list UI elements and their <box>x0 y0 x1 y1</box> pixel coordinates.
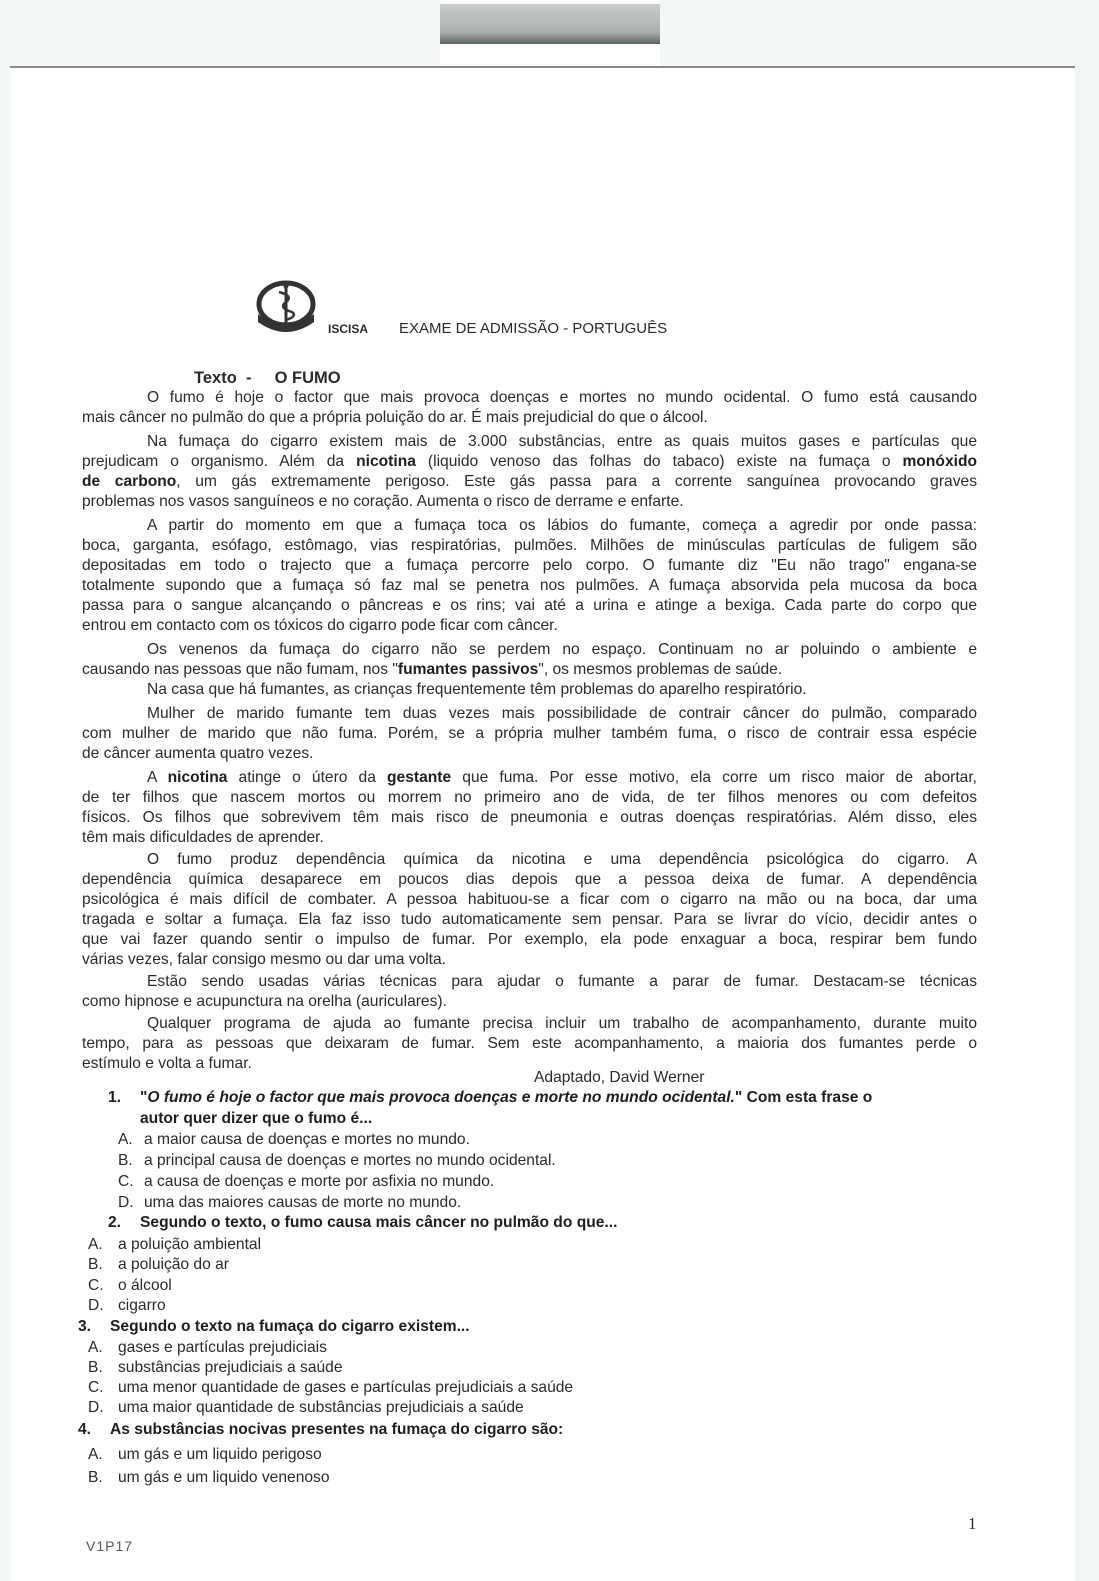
option-text: a principal causa de doenças e mortes no mundo ocidental. <box>144 1152 556 1169</box>
answer-option <box>118 1151 556 1171</box>
option-letter: A. <box>88 1339 103 1356</box>
question-prompt: Com esta frase o <box>742 1089 873 1106</box>
bold-term: gestante <box>387 769 452 786</box>
passage-line: entrou em contacto com os tóxicos do cigarro pode ficar com câncer. <box>82 617 558 634</box>
bold-term: nicotina <box>356 453 416 470</box>
question-prompt: As substâncias nocivas presentes na fumaça do cigarro são: <box>110 1421 564 1438</box>
passage-line: dependência química desaparece em poucos dias depois que a pessoa deixa de fumar. A dependência <box>82 871 977 888</box>
answer-option <box>88 1358 343 1378</box>
passage-line: Mulher de marido fumante tem duas vezes mais possibilidade de contrair câncer do pulmão, comparado <box>147 705 977 722</box>
option-text: gases e partículas prejudiciais <box>118 1339 327 1356</box>
text-segment: que fuma. Por esse motivo, ela corre um risco maior de abortar, <box>451 769 977 786</box>
bold-term: de carbono <box>82 473 177 490</box>
option-text: um gás e um liquido perigoso <box>118 1446 322 1463</box>
question-2-prompt <box>108 1213 617 1233</box>
option-letter: D. <box>88 1399 104 1416</box>
passage-line: físicos. Os filhos que sobrevivem têm mais risco de pneumonia e outras doenças respiratórias. Além disso, eles <box>82 809 977 826</box>
title-prefix: Texto - <box>194 369 252 387</box>
question-number: 4. <box>78 1421 92 1438</box>
question-number: 3. <box>78 1318 92 1335</box>
clip-shadow <box>440 4 660 44</box>
quote-mark: " <box>140 1089 148 1106</box>
answer-option <box>88 1398 524 1418</box>
passage-line: psicológica é mais difícil de combater. A pessoa habituou-se a ficar com o cigarro na mão ou na boca, dar uma <box>82 891 977 908</box>
text-segment: causando nas pessoas que não fumam, nos " <box>82 661 398 678</box>
answer-option <box>88 1338 327 1358</box>
option-letter: D. <box>118 1194 134 1211</box>
option-letter: D. <box>88 1297 104 1314</box>
option-letter: A. <box>88 1446 103 1463</box>
option-letter: C. <box>88 1277 104 1294</box>
answer-option <box>88 1445 322 1465</box>
passage-line: Na casa que há fumantes, as crianças frequentemente têm problemas do aparelho respiratório. <box>147 681 807 698</box>
option-text: cigarro <box>118 1297 166 1314</box>
passage-line: mais câncer no pulmão do que a própria poluição do ar. É mais prejudicial do que o álcool. <box>82 409 708 426</box>
option-text: a poluição do ar <box>118 1256 229 1273</box>
option-letter: B. <box>88 1359 103 1376</box>
option-letter: C. <box>88 1379 104 1396</box>
question-number: 1. <box>108 1089 122 1106</box>
scanner-clip <box>440 0 660 66</box>
passage-line: O fumo é hoje o factor que mais provoca doenças e mortes no mundo ocidental. O fumo está causando <box>147 389 977 406</box>
text-segment: atinge o útero da <box>227 769 387 786</box>
option-text: uma maior quantidade de substâncias prejudiciais a saúde <box>118 1399 524 1416</box>
bold-term: fumantes passivos <box>397 661 539 678</box>
passage-line: que vai fazer quando sentir o impulso de fumar. Por exemplo, ela pode enxaguar a boca, respirar bem fundo <box>82 931 977 948</box>
passage-line <box>82 452 977 472</box>
passage-line <box>147 768 977 788</box>
answer-option <box>88 1276 172 1296</box>
passage-line: tempo, para as pessoas que deixaram de fumar. Sem este acompanhamento, a maioria dos fumantes perde o <box>82 1035 977 1052</box>
passage-line: com mulher de marido que não fuma. Porém, se a própria mulher também fuma, o risco de contrair essa espécie <box>82 725 977 742</box>
passage-line: depositadas em todo o trajecto que a fumaça percorre pelo corpo. O fumante diz "Eu não trago" engana-se <box>82 557 977 574</box>
option-letter: B. <box>88 1256 103 1273</box>
passage-line: Estão sendo usadas várias técnicas para ajudar o fumante a parar de fumar. Destacam-se técnicas <box>147 973 977 990</box>
answer-option <box>88 1378 573 1398</box>
passage-line <box>82 660 782 680</box>
option-text: a poluição ambiental <box>118 1236 262 1253</box>
answer-option <box>88 1235 261 1255</box>
passage-line: têm mais dificuldades de aprender. <box>82 829 324 846</box>
text-title <box>194 369 341 388</box>
question-prompt: Segundo o texto, o fumo causa mais câncer no pulmão do que... <box>140 1214 618 1231</box>
passage-line: estímulo e volta a fumar. <box>82 1055 252 1072</box>
option-text: uma menor quantidade de gases e partículas prejudiciais a saúde <box>118 1379 574 1396</box>
source-attribution: Adaptado, David Werner <box>534 1069 705 1086</box>
question-1-prompt <box>108 1088 872 1108</box>
answer-option <box>118 1130 470 1150</box>
institution-name: ISCISA <box>328 322 369 336</box>
answer-option <box>88 1296 166 1316</box>
text-segment: ", os mesmos problemas de saúde. <box>538 661 783 678</box>
passage-line: Qualquer programa de ajuda ao fumante precisa incluir um trabalho de acompanhamento, durante muito <box>147 1015 977 1032</box>
passage-line: problemas nos vasos sanguíneos e no coração. Aumenta o risco de derrame e enfarte. <box>82 493 684 510</box>
page-number: 1 <box>968 1514 977 1533</box>
iscisa-logo-icon <box>254 278 318 334</box>
option-letter: C. <box>118 1173 134 1190</box>
quote-mark: " <box>734 1089 743 1106</box>
option-letter: A. <box>88 1236 103 1253</box>
title-main: O FUMO <box>274 369 341 387</box>
question-prompt: Segundo o texto na fumaça do cigarro existem... <box>110 1318 470 1335</box>
option-text: uma das maiores causas de morte no mundo. <box>144 1194 462 1211</box>
text-segment: (liquido venoso das folhas do tabaco) existe na fumaça o <box>415 453 903 470</box>
option-letter: B. <box>118 1152 133 1169</box>
option-text: um gás e um liquido venenoso <box>118 1469 330 1486</box>
answer-option <box>88 1255 229 1275</box>
option-letter: B. <box>88 1469 103 1486</box>
option-letter: A. <box>118 1131 133 1148</box>
question-4-prompt <box>78 1420 563 1440</box>
question-quote: O fumo é hoje o factor que mais provoca doenças e morte no mundo ocidental. <box>147 1089 735 1106</box>
answer-option <box>118 1193 461 1213</box>
question-3-prompt <box>78 1317 470 1337</box>
option-text: o álcool <box>118 1277 172 1294</box>
version-code: V1P17 <box>86 1538 134 1554</box>
answer-option <box>118 1172 494 1192</box>
option-text: a maior causa de doenças e mortes no mundo. <box>144 1131 470 1148</box>
passage-line: Na fumaça do cigarro existem mais de 3.000 substâncias, entre as quais muitos gases e partículas que <box>147 433 977 450</box>
passage-line: passa para o sangue alcançando o pâncreas e os rins; vai até a urina e atinge a bexiga. Cada parte do corpo que <box>82 597 977 614</box>
exam-title: EXAME DE ADMISSÃO - PORTUGUÊS <box>399 320 668 337</box>
passage-line: O fumo produz dependência química da nicotina e uma dependência psicológica do cigarro. A <box>147 851 977 868</box>
passage-line: totalmente supondo que a fumaça só faz mal se penetra nos pulmões. A fumaça absorvida pela mucosa da boca <box>82 577 977 594</box>
passage-line: Os venenos da fumaça do cigarro não se perdem no espaço. Continuam no ar poluindo o ambiente e <box>147 641 977 658</box>
passage-line <box>82 472 977 492</box>
passage-line: tragada e soltar a fumaça. Ela faz isso tudo automaticamente sem pensar. Para se livrar do vício, decidir antes o <box>82 911 977 928</box>
question-number: 2. <box>108 1214 122 1231</box>
text-segment: prejudicam o organismo. Além da <box>82 453 357 470</box>
option-text: a causa de doenças e morte por asfixia no mundo. <box>144 1173 495 1190</box>
text-segment: A <box>147 769 168 786</box>
passage-line: de ter filhos que nascem mortos ou morrem no primeiro ano de vida, de ter filhos menores ou com defeitos <box>82 789 977 806</box>
answer-option <box>88 1468 330 1488</box>
option-text: substâncias prejudiciais a saúde <box>118 1359 343 1376</box>
passage-line: de câncer aumenta quatro vezes. <box>82 745 314 762</box>
bold-term: nicotina <box>167 769 228 786</box>
passage-line: boca, garganta, esófago, estômago, vias respiratórias, pulmões. Milhões de minúsculas partículas de fuligem são <box>82 537 977 554</box>
question-1-prompt-continued: autor quer dizer que o fumo é... <box>140 1110 373 1127</box>
bold-term: monóxido <box>902 453 978 470</box>
passage-line: A partir do momento em que a fumaça toca os lábios do fumante, começa a agredir por onde passa: <box>147 517 977 534</box>
text-segment: , um gás extremamente perigoso. Este gás passa para a corrente sanguínea provocando graves <box>176 473 977 490</box>
passage-line: como hipnose e acupunctura na orelha (auriculares). <box>82 993 447 1010</box>
passage-line: várias vezes, falar consigo mesmo ou dar uma volta. <box>82 951 447 968</box>
